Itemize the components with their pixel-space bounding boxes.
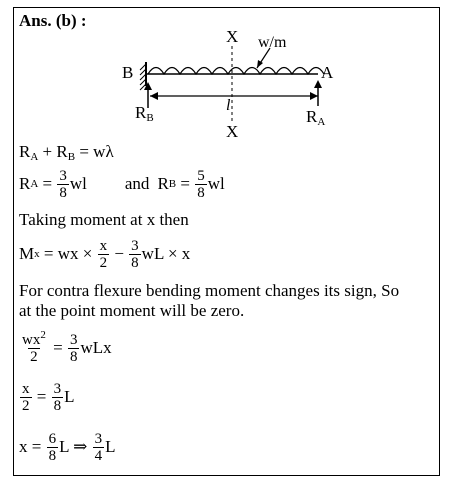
equation-reactions: R A = $\frac{3}{8}$ wl and R B = $\frac{5}{8}$ wl [19, 167, 225, 201]
section-label-top: X [226, 27, 239, 46]
equation-sum-reactions: $R_A + R_B = w\lambda$ [19, 142, 114, 163]
dim-arrow-left [150, 92, 158, 100]
length-label: l [226, 97, 231, 114]
dim-arrow-right [310, 92, 318, 100]
reaction-a-label: $R_A$ [306, 107, 326, 128]
equation-x-half: $\frac{x}{2}$ = $\frac{3}{8}$ L [22, 380, 75, 414]
equation-zero-moment: $\frac{wx^2}{2}$ = $\frac{3}{8}$ wLx [22, 328, 112, 365]
text-zero-moment: at the point moment will be zero. [19, 301, 245, 320]
equation-x-result: x = $\frac{6}{8}$ L ⇒ $\frac{3}{4}$ L [19, 430, 116, 464]
support-b-label: B [122, 63, 134, 82]
load-label: w/m [258, 34, 287, 51]
equation-moment: M x = wx × $\frac{x}{2}$ − $\frac{3}{8}$ wL × x [19, 237, 191, 271]
reaction-b-label: $R_B$ [135, 103, 154, 124]
udl-load [148, 68, 324, 75]
beam-diagram [0, 0, 449, 150]
section-label-bottom: X [226, 122, 239, 141]
text-contra-flexure: For contra flexure bending moment changes its sign, So [19, 281, 400, 300]
support-a-label: A [321, 63, 334, 82]
answer-heading: Ans. (b) : [19, 11, 87, 30]
text-taking-moment: Taking moment at x then [19, 210, 189, 229]
